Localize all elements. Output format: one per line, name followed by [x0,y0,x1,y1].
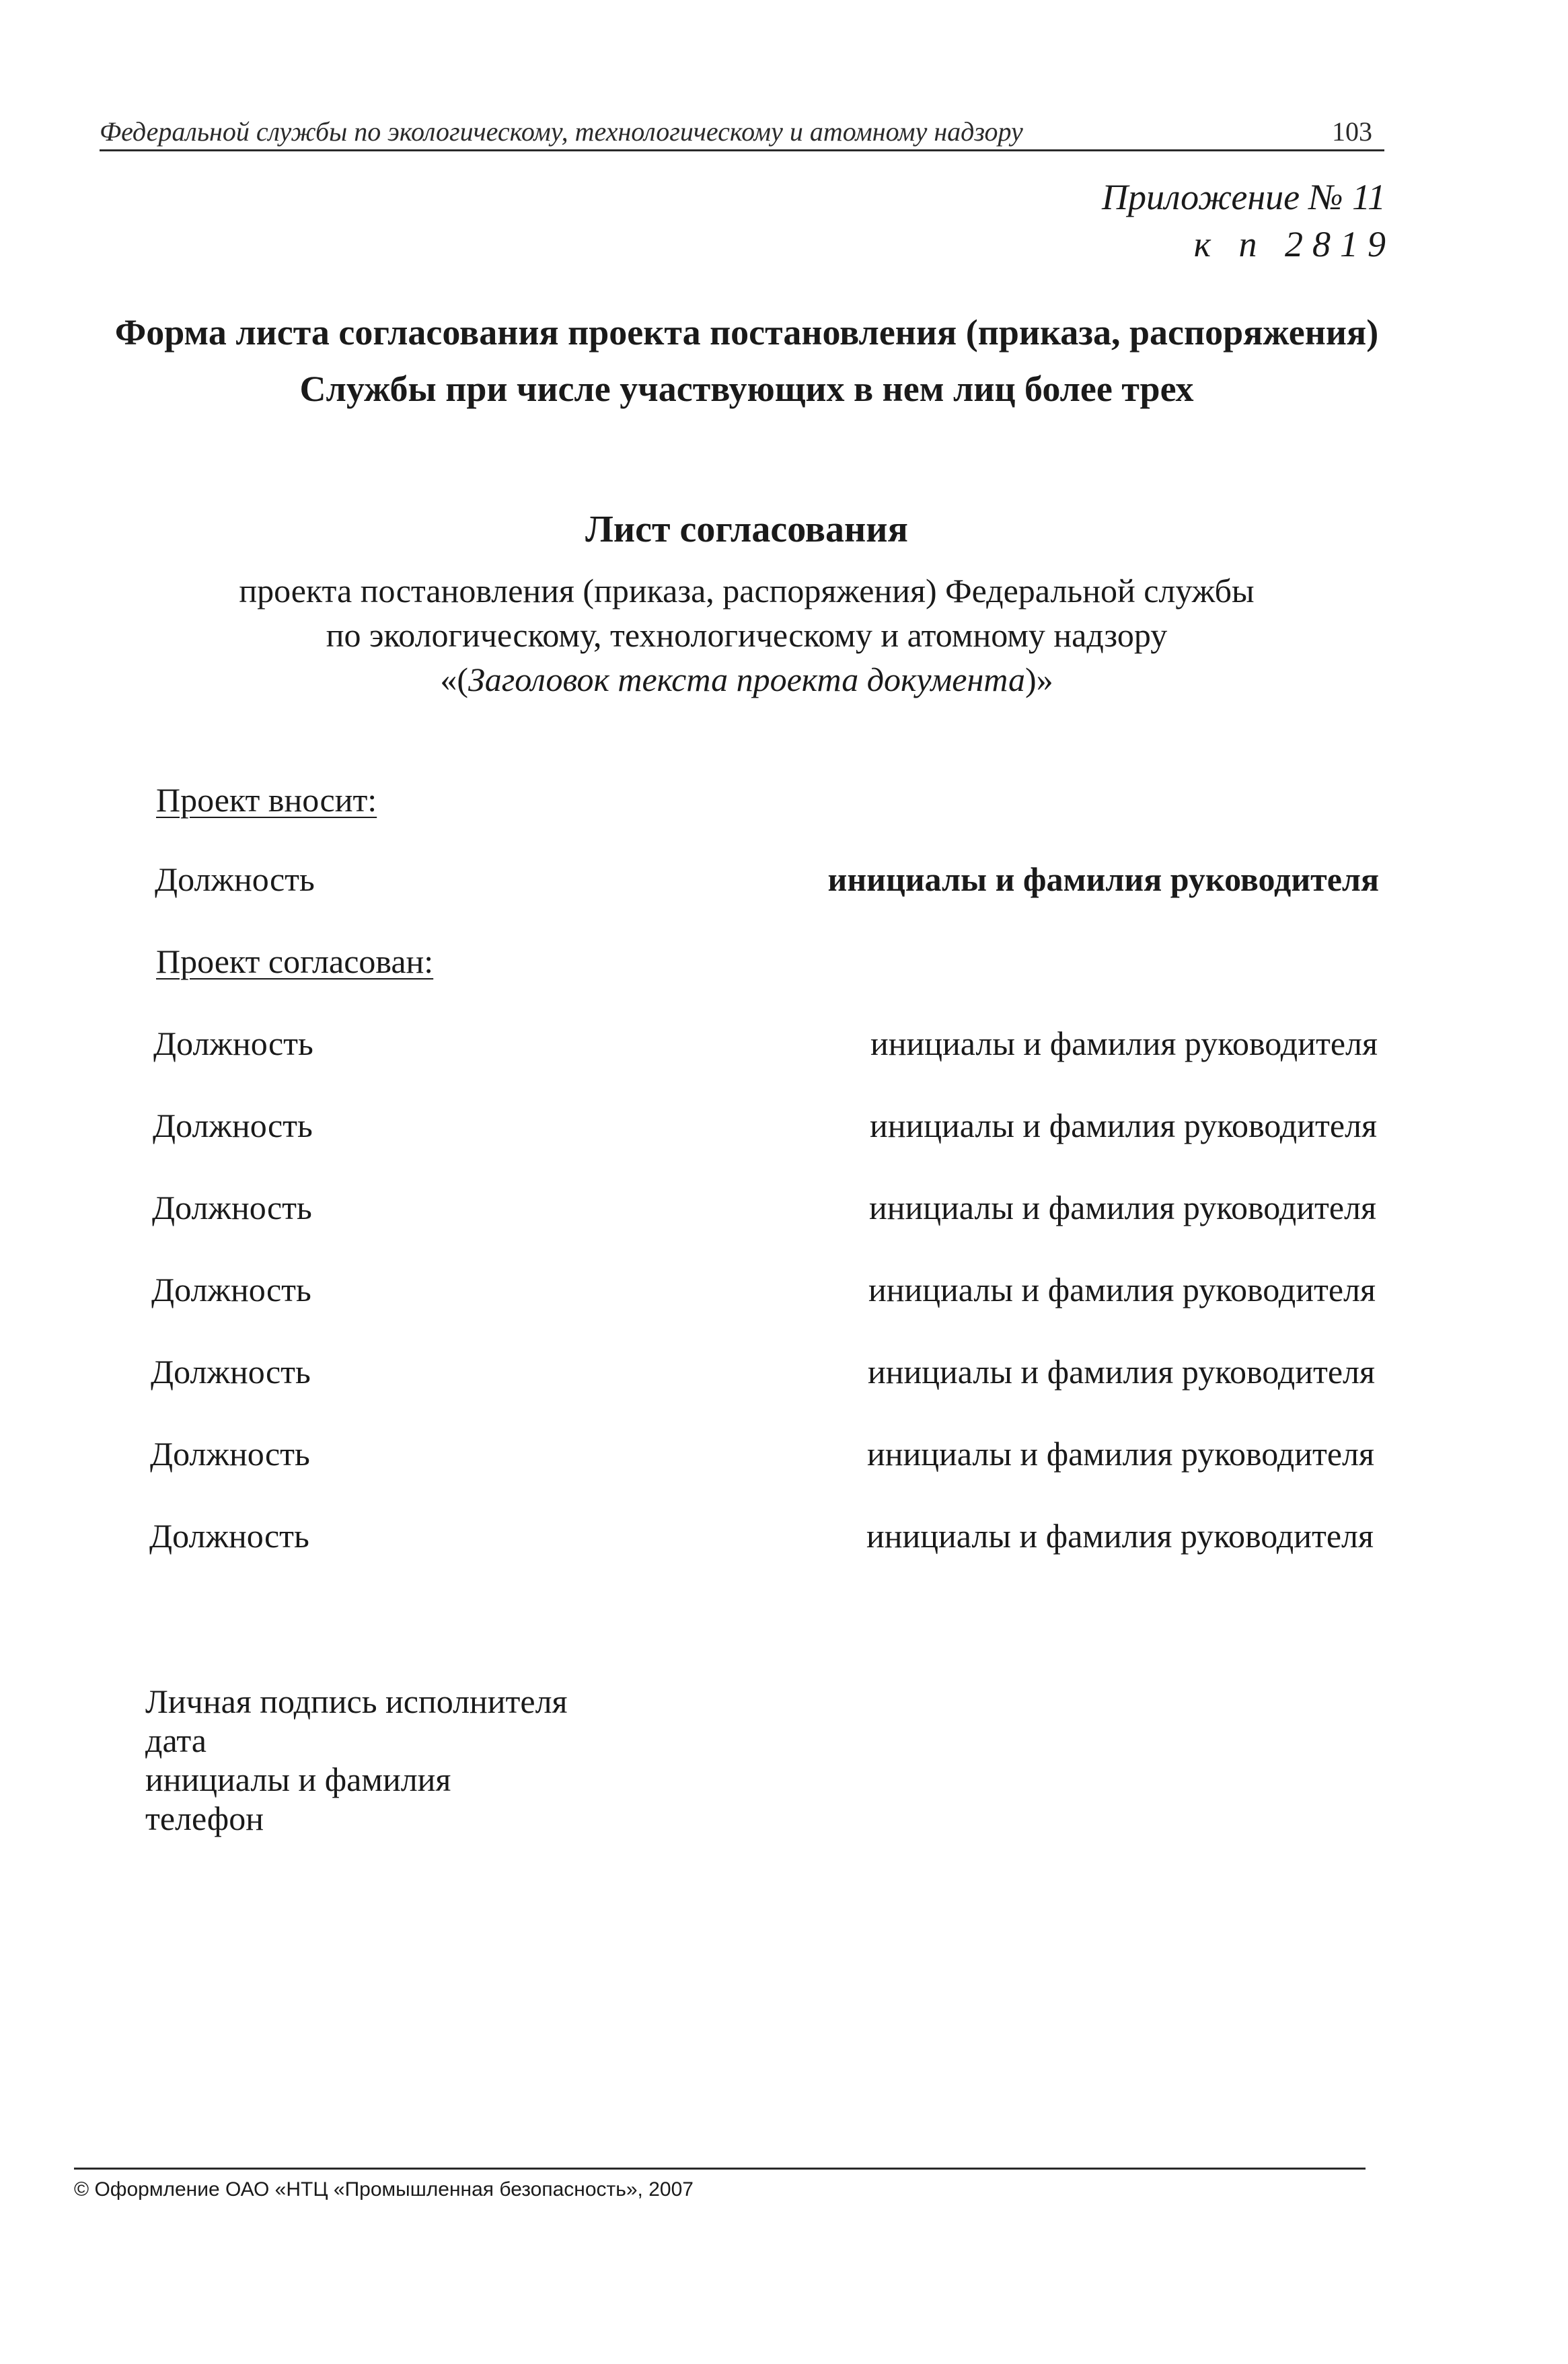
submitter-position: Должность [155,860,315,898]
header-divider [100,149,1384,151]
appendix-code: к п 2819 [1193,224,1395,264]
sheet-subtitle-line-2: по экологическому, технологическому и атомному надзору [326,616,1168,654]
executor-signature: Личная подпись исполнителя [145,1683,568,1720]
footer-divider [74,2168,1366,2170]
approver-name: инициалы и фамилия руководителя [870,1025,1378,1062]
approver-position: Должность [149,1517,309,1555]
form-title-line-2: Службы при числе участвующих в нем лиц более трех [299,369,1194,409]
footer-copyright: © Оформление ОАО «НТЦ «Промышленная безопасность», 2007 [74,2178,694,2201]
approver-name: инициалы и фамилия руководителя [868,1271,1376,1308]
sheet-subtitle [81,568,1413,702]
approver-position: Должность [153,1025,313,1062]
executor-phone: телефон [145,1800,264,1837]
appendix-marker [1009,174,1395,268]
page-number: 103 [1332,116,1372,147]
approved-label: Проект согласован: [156,943,434,980]
approver-name: инициалы и фамилия руководителя [869,1107,1377,1144]
approver-position: Должность [153,1107,313,1144]
executor-name: инициалы и фамилия [145,1761,451,1798]
approver-name: инициалы и фамилия руководителя [866,1517,1374,1555]
submitted-label: Проект вносит: [156,781,377,819]
approver-position: Должность [152,1189,312,1226]
approver-name: инициалы и фамилия руководителя [866,1435,1374,1473]
appendix-label: Приложение № 11 [1101,177,1386,217]
sheet-subtitle-line-1: проекта постановления (приказа, распоряжения) Федеральной службы [239,572,1255,610]
running-header: Федеральной службы по экологическому, технологическому и атомному надзору [100,116,1023,147]
approver-position: Должность [150,1435,310,1473]
approver-name: инициалы и фамилия руководителя [868,1189,1376,1226]
sheet-title: Лист согласования [585,509,908,550]
submitter-name: инициалы и фамилия руководителя [827,860,1379,898]
executor-date: дата [145,1722,207,1759]
quote-open: «( [440,661,469,698]
approver-position: Должность [151,1271,311,1308]
sheet-subtitle-line-3 [81,657,1413,702]
approver-name: инициалы и фамилия руководителя [867,1353,1375,1391]
quote-close: )» [1024,661,1053,698]
form-title-line-1: Форма листа согласования проекта постановления (приказа, распоряжения) [114,312,1379,353]
approver-position: Должность [151,1353,311,1391]
form-title [81,304,1413,417]
executor-block [145,1682,568,1838]
document-title-placeholder: Заголовок текста проекта документа [468,661,1025,698]
